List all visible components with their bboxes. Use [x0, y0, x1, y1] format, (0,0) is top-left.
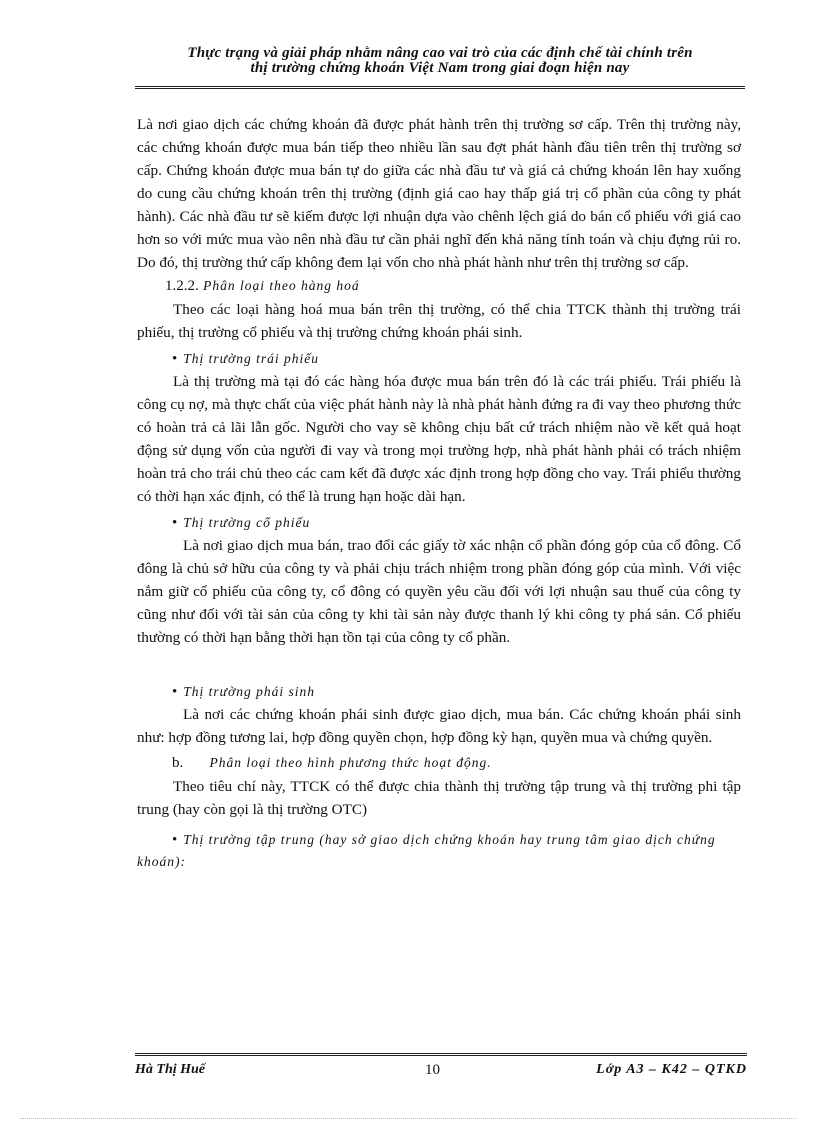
paragraph-secondary-market: Là nơi giao dịch các chứng khoán đã được phát hành trên thị trường sơ cấp. Trên thị trường này, các chứng khoán được mua bán tiếp theo nhiều lần sau đợt phát hành đầu tiên trên thị trường sơ cấp. Chứng khoán được mua bán tự do giữa các nhà đầu tư và giá cả chứng khoán lên hay xuống do cung cầu chứng khoán trên thị trường (định giá cao hay thấp giá trị cổ phần của công ty phát hành). Các nhà đầu tư sẽ kiếm được lợi nhuận dựa vào chênh lệch giá do bán cổ phiếu với giá cao hơn so với mức mua vào nên nhà đầu tư cần phải nghĩ đến khả năng tính toán và chịu đựng rủi ro. Do đó, thị trường thứ cấp không đem lại vốn cho nhà phát hành như trên thị trường sơ cấp. — [137, 116, 741, 271]
page-bottom-divider — [20, 1118, 796, 1119]
section-heading-1-2-2 — [165, 274, 741, 298]
paragraph-stock-market: Là nơi giao dịch mua bán, trao đổi các giấy tờ xác nhận cổ phần đóng góp của cổ đông. Cổ đông là chủ sở hữu của công ty và phải chịu trách nhiệm trong phần đóng góp của mình. Với việc nắm giữ cổ phiếu của công ty, cổ đông có quyền yêu cầu đối với lợi nhuận sau thuế của công ty cũng như đối với tài sản của công ty khi tài sản này được thanh lý khi công ty phá sản. Cổ phiếu thường có thời hạn bằng thời hạn tồn tại của công ty cổ phần. — [137, 537, 741, 646]
bullet-icon: • — [172, 351, 179, 367]
running-footer — [135, 1053, 747, 1080]
bullet-heading-derivatives-market — [137, 681, 741, 703]
running-header — [135, 46, 745, 89]
bullet-title: Thị trường cổ phiếu — [183, 515, 311, 530]
page-number: 10 — [425, 1062, 440, 1078]
bullet-heading-centralized-market — [137, 829, 741, 873]
paragraph-operation-classification: Theo tiêu chí này, TTCK có thể được chia thành thị trường tập trung và thị trường phi tập trung (hay còn gọi là thị trường OTC) — [137, 778, 741, 818]
bullet-heading-stock-market — [137, 512, 741, 534]
bullet-title: Thị trường tập trung (hay sở giao dịch chứng khoán hay trung tâm giao dịch chứng khoán): — [137, 832, 716, 869]
header-line-2: thị trường chứng khoán Việt Nam trong giai đoạn hiện nay — [250, 60, 630, 76]
section-number: b. — [172, 755, 184, 771]
document-body — [137, 113, 741, 873]
paragraph-derivatives-market: Là nơi các chứng khoán phái sinh được giao dịch, mua bán. Các chứng khoán phái sinh như: hợp đồng tương lai, hợp đồng quyền chọn, hợp đồng kỳ hạn, quyền mua và chứng quyền. — [137, 706, 741, 746]
bullet-title: Thị trường phái sinh — [183, 684, 315, 699]
section-heading-b — [172, 751, 741, 775]
bullet-icon: • — [172, 832, 179, 848]
footer-author: Hà Thị Huế — [135, 1062, 206, 1077]
bullet-icon: • — [172, 515, 179, 531]
bullet-heading-bond-market — [137, 348, 741, 370]
section-number: 1.2.2. — [165, 278, 199, 294]
paragraph-bond-market: Là thị trường mà tại đó các hàng hóa được mua bán trên đó là các trái phiếu. Trái phiếu là công cụ nợ, mà thực chất của việc phát hành này là nhà phát hành đứng ra đi vay theo phương thức có hoàn trả cả lãi lẫn gốc. Người cho vay sẽ không chịu bất cứ trách nhiệm nào về kết quả hoạt động sử dụng vốn của người đi vay và trong mọi trường hợp, nhà phát hành phải có trách nhiệm hoàn trả cho trái chủ theo các cam kết đã được xác định trong hợp đồng cho vay. Trái phiếu thường có thời hạn xác định, có thể là trung hạn hoặc dài hạn. — [137, 373, 741, 505]
section-title: Phân loại theo hình phương thức hoạt động. — [209, 755, 492, 770]
section-title: Phân loại theo hàng hoá — [203, 278, 360, 293]
bullet-icon: • — [172, 684, 179, 700]
bullet-title: Thị trường trái phiếu — [183, 351, 319, 366]
header-line-1: Thực trạng và giải pháp nhằm nâng cao vai trò của các định chế tài chính trên — [187, 45, 693, 61]
footer-class-label: Lớp A3 – K42 – QTKD — [596, 1062, 747, 1077]
paragraph-classification: Theo các loại hàng hoá mua bán trên thị trường, có thể chia TTCK thành thị trường trái phiếu, thị trường cổ phiếu và thị trường chứng khoán phái sinh. — [137, 301, 741, 341]
